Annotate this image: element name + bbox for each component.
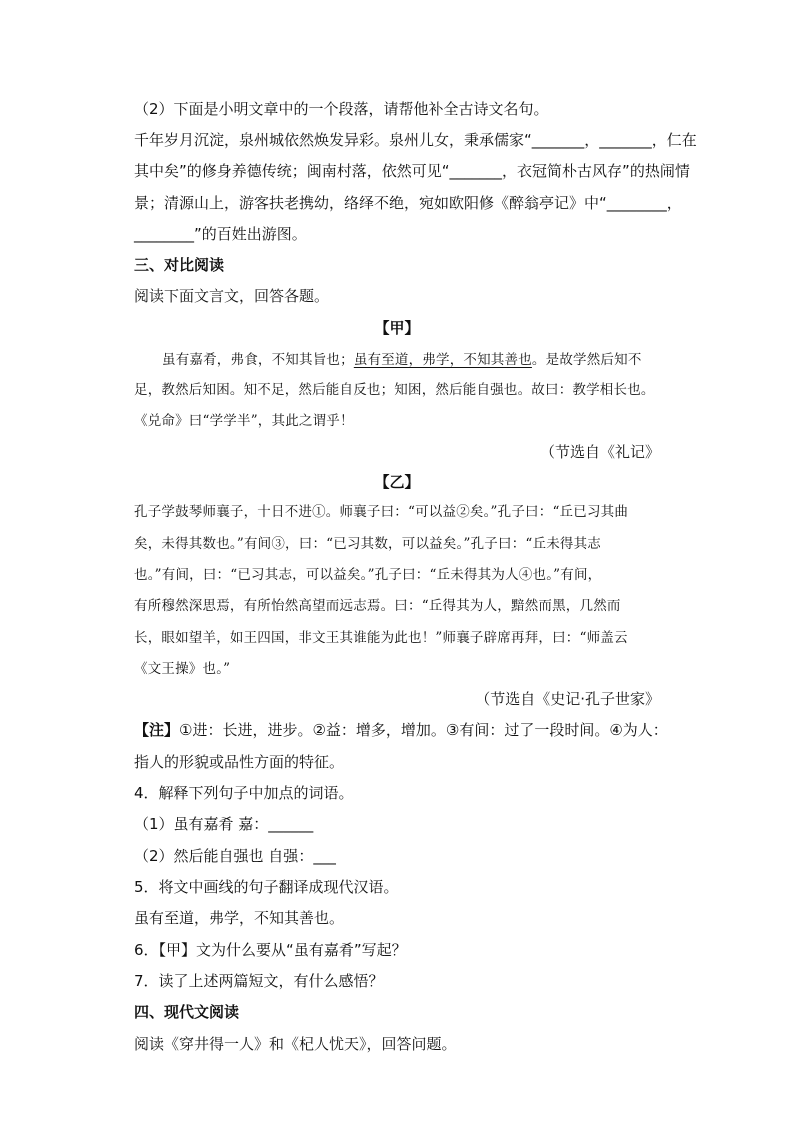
- jia-source: （节选自《礼记》: [539, 443, 660, 461]
- question-4-2: （2）然后能自强也 自强：___: [134, 847, 336, 865]
- note-line-1: [134, 720, 668, 740]
- yi-line-1: 孔子学鼓琴师襄子，十日不进①。师襄子曰：“可以益②矣。”孔子曰：“丘已习其曲: [134, 504, 629, 520]
- jia-line-1: [162, 350, 642, 370]
- yi-line-3: 也。”有间，曰：“已习其志，可以益矣。”孔子曰：“丘未得其为人④也。”有间，: [134, 567, 602, 583]
- q2-line-4: ________”的百姓出游图。: [134, 225, 307, 243]
- question-7: 7．读了上述两篇短文，有什么感悟？: [134, 972, 384, 990]
- jia-line-2: 足，教然后知困。知不足，然后能自反也；知困，然后能自强也。故曰：教学相长也。: [134, 382, 655, 398]
- section3-instruction: 阅读下面文言文，回答各题。: [134, 287, 330, 305]
- section3-heading: 三、对比阅读: [134, 256, 225, 274]
- yi-line-5: 长，眼如望羊，如王四国，非文王其谁能为此也！”师襄子辟席再拜，曰：“师盖云: [134, 630, 628, 646]
- question-5: 5．将文中画线的句子翻译成现代汉语。: [134, 878, 399, 896]
- yi-source: （节选自《史记·孔子世家》: [475, 690, 660, 708]
- q2-line-2: 其中矣”的修身养德传统；闽南村落，依然可见“_______，衣冠简朴古风存”的热闹情: [134, 162, 690, 180]
- question-6: 6．【甲】文为什么要从“虽有嘉肴”写起？: [134, 941, 407, 959]
- q2-line-1: 千年岁月沉淀，泉州城依然焕发异彩。泉州儿女，秉承儒家“_______，_______，仁在: [134, 131, 697, 149]
- section4-heading: 四、现代文阅读: [134, 1003, 240, 1021]
- question-5-sentence: 虽有至道，弗学，不知其善也。: [134, 909, 345, 927]
- note-label: 【注】: [134, 721, 180, 739]
- yi-line-4: 有所穆然深思焉，有所怡然高望而远志焉。曰：“丘得其为人，黯然而黑，几然而: [134, 598, 621, 614]
- q2-line-3: 景；清源山上，游客扶老携幼，络绎不绝，宛如欧阳修《醉翁亭记》中“________，: [134, 194, 682, 212]
- jia-line-3: 《兑命》曰“学学半”，其此之谓乎！: [134, 413, 354, 429]
- yi-line-2: 矣，未得其数也。”有间③，曰：“已习其数，可以益矣。”孔子曰：“丘未得其志: [134, 536, 602, 552]
- jia-title: 【甲】: [374, 319, 420, 337]
- question-4-1: （1）虽有嘉肴 嘉：______: [134, 815, 314, 833]
- q2-prompt: （2）下面是小明文章中的一个段落，请帮他补全古诗文名句。: [134, 100, 549, 118]
- note-line-2: 指人的形貌或品性方面的特征。: [134, 753, 345, 771]
- jia-line-1-pre: 虽有嘉肴，弗食，不知其旨也；: [162, 352, 354, 368]
- yi-line-6: 《文王操》也。”: [134, 661, 231, 677]
- section4-instruction: 阅读《穿井得一人》和《杞人忧天》，回答问题。: [134, 1035, 457, 1053]
- jia-underlined-sentence: 虽有至道，弗学，不知其善也: [353, 352, 532, 368]
- question-4: 4．解释下列句子中加点的词语。: [134, 784, 354, 802]
- jia-line-1-post: 。是故学然后知不: [531, 352, 642, 368]
- yi-title: 【乙】: [374, 473, 420, 491]
- note-text-1: ①进：长进，进步。②益：增多，增加。③有间：过了一段时间。④为人：: [179, 721, 668, 739]
